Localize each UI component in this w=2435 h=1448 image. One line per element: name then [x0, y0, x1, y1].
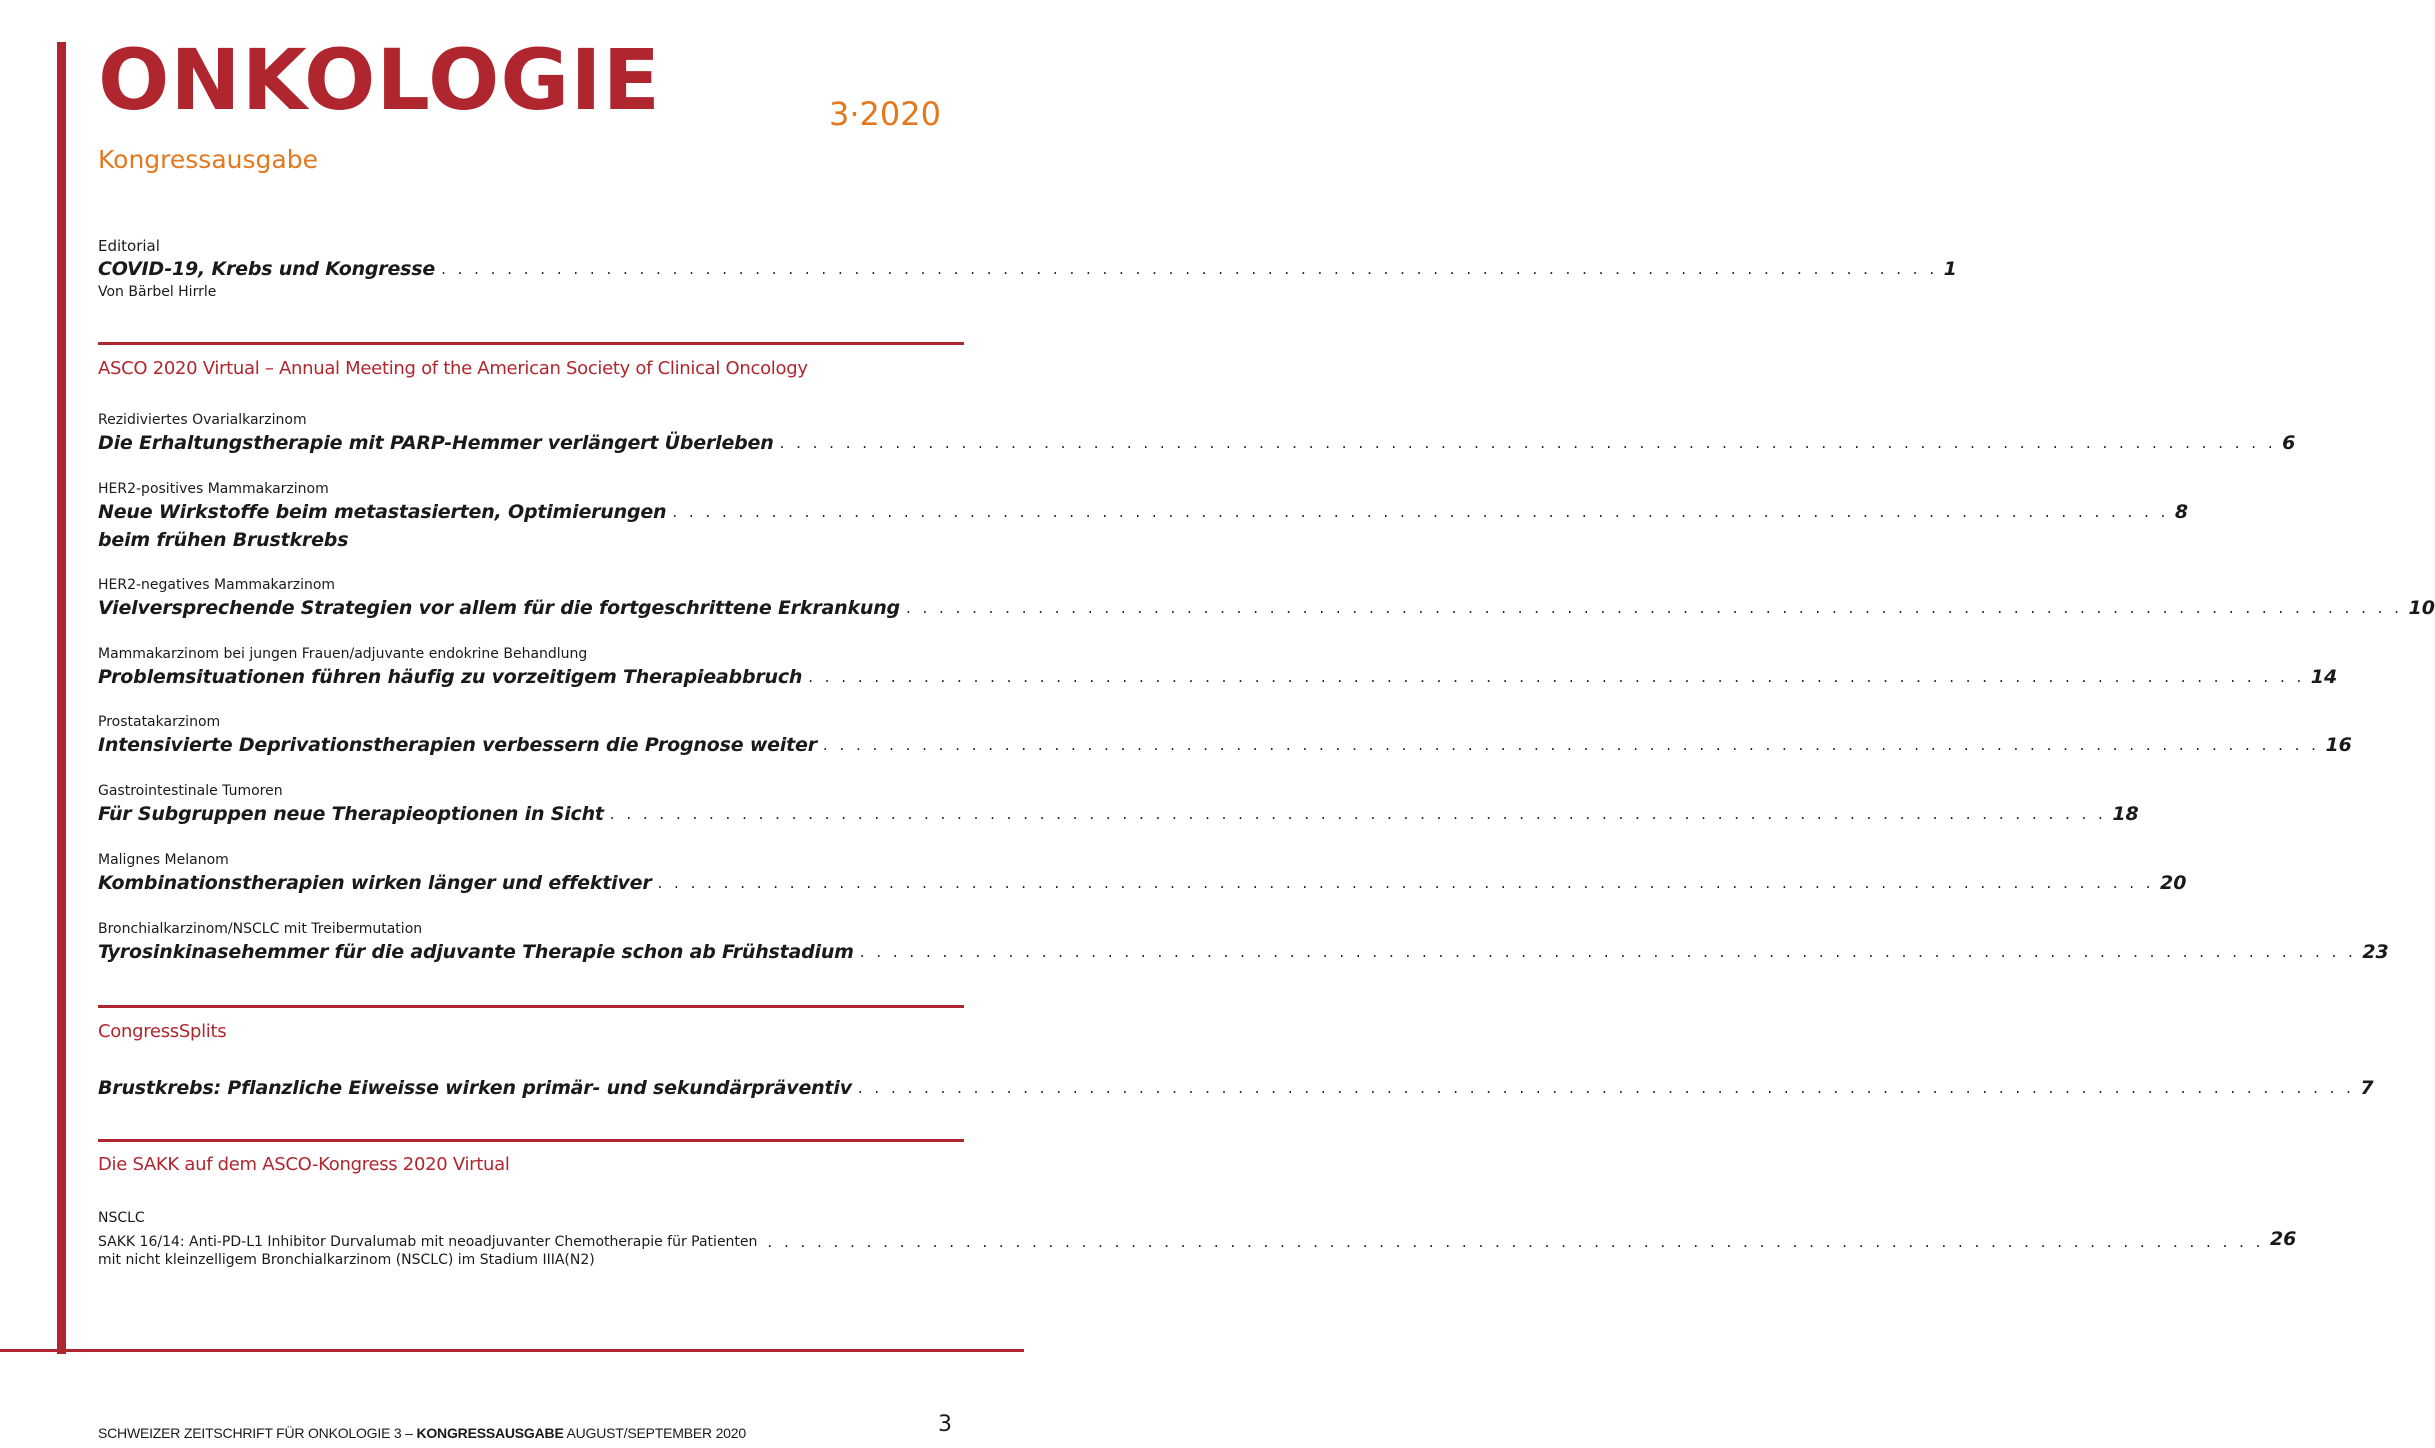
entry-page[interactable]: 18 [2112, 803, 2139, 825]
entry-kicker: Prostatakarzinom [98, 714, 221, 730]
entry-kicker: HER2-positives Mammakarzinom [98, 481, 329, 497]
entry-title-continued[interactable]: mit nicht kleinzelligem Bronchialkarzinom (NSCLC) im Stadium IIIA(N2) [98, 1252, 595, 1268]
toc-entry-congresssplits[interactable] [98, 1074, 2374, 1102]
entry-title[interactable]: Neue Wirkstoffe beim metastasierten, Optimierungen [98, 501, 667, 523]
dot-leader: . . . . . . . . . . . . . . . . . . . . . . . . . . . . . . . . . . . . . . . . . . . . . . . . . . . . . . . . . . . . . . . . . . . . . . . . . . . . . . . . . . . . . . . . . . . [609, 805, 2107, 823]
edition-subtitle: Kongressausgabe [98, 145, 318, 174]
toc-entry[interactable] [98, 852, 2187, 897]
entry-page[interactable]: 20 [2160, 872, 2187, 894]
entry-title[interactable]: Vielversprechende Strategien vor allem für die fortgeschrittene Erkrankung [98, 597, 900, 619]
section-divider [98, 342, 964, 345]
entry-row [98, 255, 1957, 283]
toc-entry[interactable] [98, 646, 2338, 691]
entry-kicker: Mammakarzinom bei jungen Frauen/adjuvante endokrine Behandlung [98, 646, 588, 662]
dot-leader: . . . . . . . . . . . . . . . . . . . . . . . . . . . . . . . . . . . . . . . . . . . . . . . . . . . . . . . . . . . . . . . . . . . . . . . . . . . . . . . . . . . . . . . . . . . [779, 434, 2277, 452]
entry-title[interactable]: SAKK 16/14: Anti-PD-L1 Inhibitor Durvalumab mit neoadjuvanter Chemotherapie für Patienten [98, 1234, 758, 1250]
toc-entry[interactable] [98, 481, 2189, 554]
entry-kicker: Malignes Melanom [98, 852, 229, 868]
toc-entry[interactable] [98, 783, 2139, 828]
entry-page[interactable]: 8 [2174, 501, 2189, 523]
section-heading-sakk: Die SAKK auf dem ASCO-Kongress 2020 Virtual [98, 1154, 510, 1175]
entry-title[interactable]: COVID-19, Krebs und Kongresse [98, 258, 436, 280]
entry-row [98, 498, 2189, 526]
dot-leader: . . . . . . . . . . . . . . . . . . . . . . . . . . . . . . . . . . . . . . . . . . . . . . . . . . . . . . . . . . . . . . . . . . . . . . . . . . . . . . . . . . . . . . . . . . . [822, 736, 2320, 754]
entry-title[interactable]: Intensivierte Deprivationstherapien verbessern die Prognose weiter [98, 734, 817, 756]
running-footer [98, 1424, 746, 1442]
section-heading-asco: ASCO 2020 Virtual – Annual Meeting of the American Society of Clinical Oncology [98, 358, 808, 379]
entry-page[interactable]: 23 [2362, 941, 2389, 963]
entry-page[interactable]: 1 [1943, 258, 1957, 280]
entry-row [98, 938, 2389, 966]
toc-entry[interactable] [98, 921, 2389, 966]
toc-entry-editorial[interactable] [98, 237, 1957, 301]
footer-date: AUGUST/SEPTEMBER 2020 [563, 1425, 746, 1441]
entry-kicker: Bronchialkarzinom/NSCLC mit Treibermutation [98, 921, 423, 937]
entry-row [98, 663, 2338, 691]
issue-number: 3·2020 [829, 95, 941, 133]
entry-kicker: HER2-negatives Mammakarzinom [98, 577, 336, 593]
entry-kicker: Rezidiviertes Ovarialkarzinom [98, 412, 307, 428]
section-heading-congresssplits: CongressSplits [98, 1021, 227, 1042]
entry-author: Von Bärbel Hirrle [98, 284, 217, 300]
footer-divider [0, 1349, 1024, 1352]
entry-row [98, 869, 2187, 897]
dot-leader: . . . . . . . . . . . . . . . . . . . . . . . . . . . . . . . . . . . . . . . . . . . . . . . . . . . . . . . . . . . . . . . . . . . . . . . . . . . . . . . . . . . . . . . . . . . [859, 943, 2357, 961]
dot-leader: . . . . . . . . . . . . . . . . . . . . . . . . . . . . . . . . . . . . . . . . . . . . . . . . . . . . . . . . . . . . . . . . . . . . . . . . . . . . . . . . . . . . . . . . . . . [808, 668, 2305, 686]
entry-title[interactable]: Problemsituationen führen häufig zu vorzeitigem Therapieabbruch [98, 666, 803, 688]
entry-kicker: Gastrointestinale Tumoren [98, 783, 283, 799]
entry-kicker: NSCLC [98, 1210, 145, 1226]
entry-page[interactable]: 6 [2282, 432, 2296, 454]
entry-title[interactable]: Die Erhaltungstherapie mit PARP-Hemmer verlängert Überleben [98, 432, 774, 454]
entry-row [98, 1227, 2297, 1251]
entry-row [98, 429, 2296, 457]
section-divider [98, 1139, 964, 1142]
dot-leader: . . . . . . . . . . . . . . . . . . . . . . . . . . . . . . . . . . . . . . . . . . . . . . . . . . . . . . . . . . . . . . . . . . . . . . . . . . . . . . . . . . . . . . . . . . . [767, 1233, 2264, 1251]
dot-leader: . . . . . . . . . . . . . . . . . . . . . . . . . . . . . . . . . . . . . . . . . . . . . . . . . . . . . . . . . . . . . . . . . . . . . . . . . . . . . . . . . . . . . . . . . . . [905, 599, 2403, 617]
entry-page[interactable]: 7 [2360, 1077, 2374, 1099]
section-divider [98, 1005, 964, 1008]
dot-leader: . . . . . . . . . . . . . . . . . . . . . . . . . . . . . . . . . . . . . . . . . . . . . . . . . . . . . . . . . . . . . . . . . . . . . . . . . . . . . . . . . . . . . . . . . . . [657, 874, 2155, 892]
dot-leader: . . . . . . . . . . . . . . . . . . . . . . . . . . . . . . . . . . . . . . . . . . . . . . . . . . . . . . . . . . . . . . . . . . . . . . . . . . . . . . . . . . . . . . . . . . . [857, 1079, 2355, 1097]
entry-page[interactable]: 14 [2310, 666, 2338, 688]
entry-row [98, 800, 2139, 828]
dot-leader: . . . . . . . . . . . . . . . . . . . . . . . . . . . . . . . . . . . . . . . . . . . . . . . . . . . . . . . . . . . . . . . . . . . . . . . . . . . . . . . . . . . . . . . . . . . [672, 503, 2169, 521]
dot-leader: . . . . . . . . . . . . . . . . . . . . . . . . . . . . . . . . . . . . . . . . . . . . . . . . . . . . . . . . . . . . . . . . . . . . . . . . . . . . . . . . . . . . . . . . . . . [441, 260, 1938, 278]
entry-page[interactable]: 16 [2325, 734, 2352, 756]
toc-entry[interactable] [98, 412, 2296, 457]
left-accent-bar [57, 42, 66, 1354]
entry-page[interactable]: 26 [2269, 1228, 2297, 1250]
page-number: 3 [938, 1412, 952, 1437]
entry-row [98, 731, 2352, 759]
journal-title: ONKOLOGIE [98, 31, 661, 129]
entry-kicker: Editorial [98, 237, 160, 255]
footer-edition: KONGRESSAUSGABE [416, 1425, 564, 1441]
masthead [98, 31, 998, 184]
toc-entry[interactable] [98, 714, 2352, 759]
toc-entry-sakk[interactable] [98, 1210, 2297, 1269]
entry-row [98, 1074, 2374, 1102]
entry-title[interactable]: Brustkrebs: Pflanzliche Eiweisse wirken primär- und sekundärpräventiv [98, 1077, 852, 1099]
entry-title[interactable]: Für Subgruppen neue Therapieoptionen in Sicht [98, 803, 604, 825]
entry-page[interactable]: 10 [2408, 597, 2435, 619]
toc-entry[interactable] [98, 577, 2435, 622]
entry-row [98, 594, 2435, 622]
footer-journal: SCHWEIZER ZEITSCHRIFT FÜR ONKOLOGIE 3 – [98, 1425, 417, 1441]
entry-title-continued[interactable]: beim frühen Brustkrebs [98, 529, 349, 551]
entry-title[interactable]: Tyrosinkinasehemmer für die adjuvante Therapie schon ab Frühstadium [98, 941, 854, 963]
entry-title[interactable]: Kombinationstherapien wirken länger und effektiver [98, 872, 652, 894]
